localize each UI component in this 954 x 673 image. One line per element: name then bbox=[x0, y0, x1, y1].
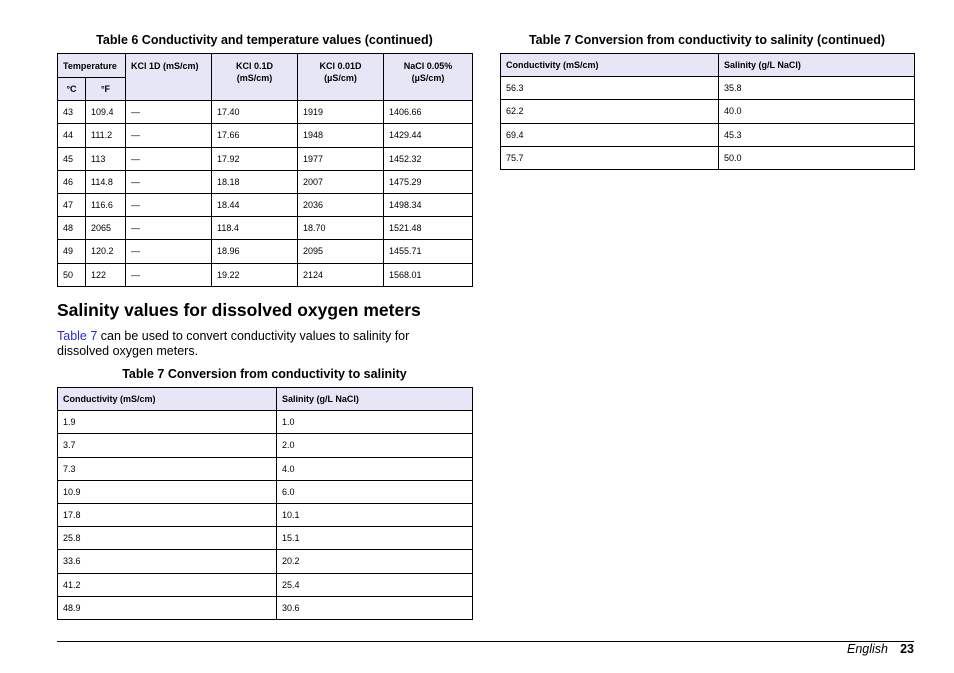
table-cell: 1977 bbox=[298, 147, 384, 170]
table-cell: 10.1 bbox=[277, 503, 473, 526]
table-cell: 113 bbox=[86, 147, 126, 170]
table-row bbox=[58, 217, 473, 240]
table-cell: — bbox=[126, 101, 212, 124]
header-celsius: °C bbox=[58, 78, 86, 101]
table-cell: 15.1 bbox=[277, 527, 473, 550]
footer-divider bbox=[57, 641, 914, 642]
table-cell: — bbox=[126, 147, 212, 170]
table-cell: 120.2 bbox=[86, 240, 126, 263]
table-cell: 18.70 bbox=[298, 217, 384, 240]
header-nacl: NaCl 0.05% (µS/cm) bbox=[384, 54, 473, 101]
table-cell: 75.7 bbox=[501, 146, 719, 169]
table-cell: 109.4 bbox=[86, 101, 126, 124]
table-cell: 45.3 bbox=[719, 123, 915, 146]
header-conductivity: Conductivity (mS/cm) bbox=[501, 54, 719, 77]
table-cell: — bbox=[126, 217, 212, 240]
table-cell: 4.0 bbox=[277, 457, 473, 480]
table-cell: 50 bbox=[58, 263, 86, 286]
table7-body bbox=[58, 411, 473, 620]
header-temperature: Temperature bbox=[58, 54, 126, 78]
table-cell: 25.8 bbox=[58, 527, 277, 550]
table-cell: 1498.34 bbox=[384, 193, 473, 216]
table-cell: — bbox=[126, 240, 212, 263]
table7-continued-caption: Table 7 Conversion from conductivity to salinity (continued) bbox=[528, 33, 886, 47]
table-cell: 2.0 bbox=[277, 434, 473, 457]
table-cell: 2095 bbox=[298, 240, 384, 263]
table-cell: 1475.29 bbox=[384, 170, 473, 193]
table-row bbox=[58, 170, 473, 193]
table-row bbox=[58, 147, 473, 170]
table-cell: 118.4 bbox=[212, 217, 298, 240]
table-cell: 33.6 bbox=[58, 550, 277, 573]
table-cell: — bbox=[126, 263, 212, 286]
table7-continued-body bbox=[501, 77, 915, 170]
table-cell: 56.3 bbox=[501, 77, 719, 100]
table-cell: 1406.66 bbox=[384, 101, 473, 124]
table-row bbox=[58, 480, 473, 503]
table-cell: 35.8 bbox=[719, 77, 915, 100]
header-kcl-01d: KCl 0.1D (mS/cm) bbox=[212, 54, 298, 101]
table-cell: 1429.44 bbox=[384, 124, 473, 147]
table-row bbox=[58, 503, 473, 526]
table-cell: 50.0 bbox=[719, 146, 915, 169]
intro-text: can be used to convert conductivity values to salinity for dissolved oxygen meters. bbox=[57, 329, 410, 358]
table-cell: 25.4 bbox=[277, 573, 473, 596]
table-row bbox=[58, 240, 473, 263]
table-cell: 116.6 bbox=[86, 193, 126, 216]
table-row bbox=[58, 411, 473, 434]
table-cell: 40.0 bbox=[719, 100, 915, 123]
table6-body bbox=[58, 101, 473, 287]
table-row bbox=[58, 101, 473, 124]
table-cell: — bbox=[126, 170, 212, 193]
header-salinity: Salinity (g/L NaCl) bbox=[719, 54, 915, 77]
table-cell: 1948 bbox=[298, 124, 384, 147]
table-cell: 17.40 bbox=[212, 101, 298, 124]
table-cell: 18.96 bbox=[212, 240, 298, 263]
page-number: 23 bbox=[900, 642, 914, 656]
table-row bbox=[58, 527, 473, 550]
table-row bbox=[58, 550, 473, 573]
table-cell: 44 bbox=[58, 124, 86, 147]
table-cell: 7.3 bbox=[58, 457, 277, 480]
table-cell: 30.6 bbox=[277, 596, 473, 619]
header-conductivity: Conductivity (mS/cm) bbox=[58, 388, 277, 411]
table-row bbox=[58, 124, 473, 147]
table-cell: 18.44 bbox=[212, 193, 298, 216]
table-cell: 43 bbox=[58, 101, 86, 124]
table-cell: 1919 bbox=[298, 101, 384, 124]
table-cell: 1521.48 bbox=[384, 217, 473, 240]
table6-conductivity-temperature bbox=[57, 53, 473, 287]
table-cell: 20.2 bbox=[277, 550, 473, 573]
table-cell: 17.92 bbox=[212, 147, 298, 170]
table-cell: 49 bbox=[58, 240, 86, 263]
table-cell: 69.4 bbox=[501, 123, 719, 146]
table-cell: 2124 bbox=[298, 263, 384, 286]
table-row bbox=[58, 457, 473, 480]
table-cell: 19.22 bbox=[212, 263, 298, 286]
table-cell: 45 bbox=[58, 147, 86, 170]
table-cell: 17.66 bbox=[212, 124, 298, 147]
table-cell: 122 bbox=[86, 263, 126, 286]
footer-language: English bbox=[847, 642, 888, 656]
header-fahrenheit: °F bbox=[86, 78, 126, 101]
table-cell: 18.18 bbox=[212, 170, 298, 193]
header-kcl-001d: KCl 0.01D (µS/cm) bbox=[298, 54, 384, 101]
table-cell: 1.0 bbox=[277, 411, 473, 434]
header-salinity: Salinity (g/L NaCl) bbox=[277, 388, 473, 411]
table-cell: 2065 bbox=[86, 217, 126, 240]
table-cell: — bbox=[126, 193, 212, 216]
table-cell: 1.9 bbox=[58, 411, 277, 434]
table-row bbox=[58, 434, 473, 457]
table-cell: 47 bbox=[58, 193, 86, 216]
table-row bbox=[501, 123, 915, 146]
table-cell: — bbox=[126, 124, 212, 147]
table-cell: 48 bbox=[58, 217, 86, 240]
table-cell: 41.2 bbox=[58, 573, 277, 596]
table7-salinity bbox=[57, 387, 473, 620]
table-row bbox=[58, 596, 473, 619]
table-cell: 2036 bbox=[298, 193, 384, 216]
table-cell: 111.2 bbox=[86, 124, 126, 147]
table6-caption: Table 6 Conductivity and temperature values (continued) bbox=[96, 33, 433, 47]
table-cell: 2007 bbox=[298, 170, 384, 193]
table-row bbox=[501, 146, 915, 169]
table-cell: 1452.32 bbox=[384, 147, 473, 170]
intro-paragraph bbox=[57, 329, 437, 359]
table7-link[interactable]: Table 7 bbox=[57, 329, 98, 343]
table-row bbox=[501, 77, 915, 100]
table-row bbox=[501, 100, 915, 123]
table-cell: 46 bbox=[58, 170, 86, 193]
table7-continued-salinity bbox=[500, 53, 915, 170]
table-cell: 114.8 bbox=[86, 170, 126, 193]
table-cell: 17.8 bbox=[58, 503, 277, 526]
table-cell: 62.2 bbox=[501, 100, 719, 123]
table-cell: 3.7 bbox=[58, 434, 277, 457]
header-kcl-1d: KCl 1D (mS/cm) bbox=[126, 54, 212, 101]
table-row bbox=[58, 263, 473, 286]
table-cell: 48.9 bbox=[58, 596, 277, 619]
table-cell: 6.0 bbox=[277, 480, 473, 503]
table-cell: 1568.01 bbox=[384, 263, 473, 286]
table-cell: 10.9 bbox=[58, 480, 277, 503]
table-row bbox=[58, 573, 473, 596]
section-heading: Salinity values for dissolved oxygen meters bbox=[57, 300, 421, 320]
table-row bbox=[58, 193, 473, 216]
table7-caption: Table 7 Conversion from conductivity to salinity bbox=[122, 367, 407, 381]
table-cell: 1455.71 bbox=[384, 240, 473, 263]
